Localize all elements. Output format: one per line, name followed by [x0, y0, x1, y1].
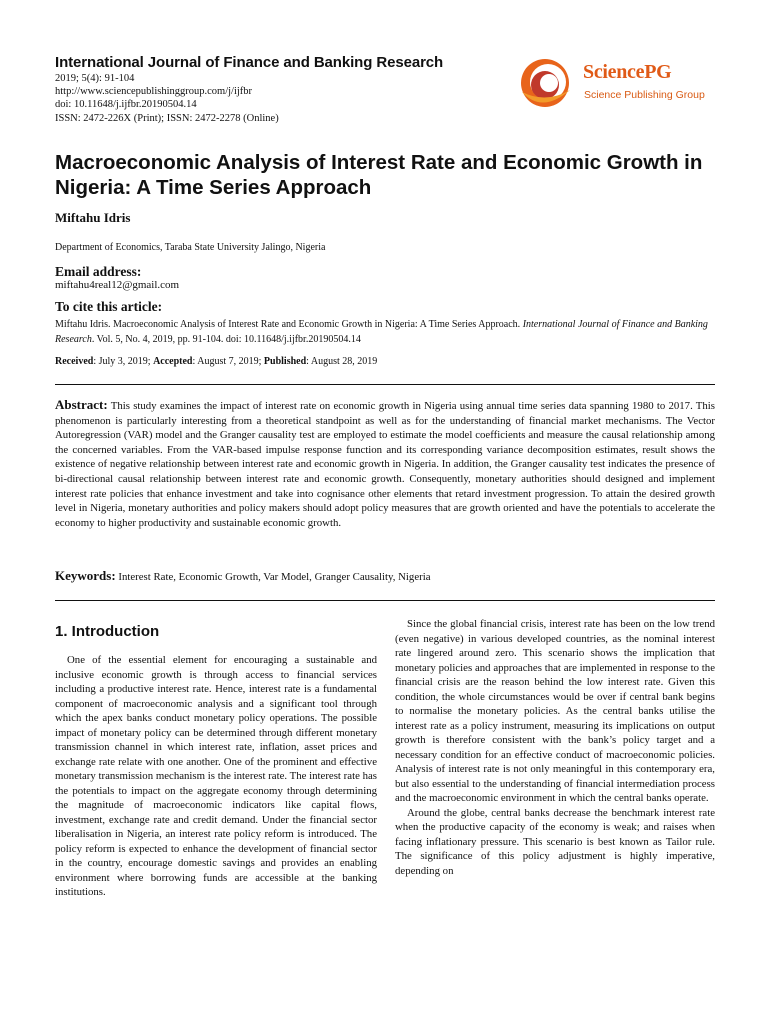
keywords-heading: Keywords: — [55, 568, 116, 583]
citation-heading: To cite this article: — [55, 299, 163, 314]
article-dates — [55, 356, 377, 367]
abstract-heading: Abstract: — [55, 397, 108, 412]
paragraph: One of the essential element for encouraging a sustainable and inclusive economic growth is through access to financial services including a productive interest rate. Hence, interest rate is a fundamental component of macroeconomic analysis and a significant tool through which the apex banks conduct monetary policy operations. The possible impact of monetary policy can be determined through different monetary transmission channel in which interest rate, inflation, asset prices and exchange rate relate with one another. One of the prominent and effective monetary transmission mechanism is the interest rate. The interest rate has the potentials to impact on the aggregate economy through determining the magnitude of macroeconomic indicators like capital flows, investment, exchange rate and credit demand. Under the financial sector liberalisation in Nigeria, an interest rate policy reform is introduced. The policy reform is expected to enhance the development of financial sector in the country, encourage domestic savings and provides an enabling environment where borrowing funds are accessible at the banking institutions. — [55, 654, 377, 898]
email-heading: Email address: — [55, 264, 142, 279]
received-value: : July 3, 2019; — [93, 356, 154, 367]
logo-name: SciencePG — [583, 61, 672, 83]
citation-journal: International Journal of Finance and Banking Research — [55, 319, 708, 345]
published-value: : August 28, 2019 — [306, 356, 378, 367]
divider-top — [55, 384, 715, 385]
publication-info — [55, 72, 279, 125]
citation-end: . Vol. 5, No. 4, 2019, pp. 91-104. doi: 10.11648/j.ijfbr.20190504.14 — [91, 334, 361, 345]
citation-plain: Miftahu Idris. Macroeconomic Analysis of Interest Rate and Economic Growth in Nigeria: A Time Series Approach. — [55, 319, 523, 330]
paper-title: Macroeconomic Analysis of Interest Rate and Economic Growth in Nigeria: A Time Series Approach — [55, 151, 703, 199]
abstract-text: This study examines the impact of interest rate on economic growth in Nigeria using annual time series data spanning 1980 to 2017. This phenomenon is particularly interesting from a theoretical standpoint as well as for the understanding of financial market mechanisms. The Vector Autoregression (VAR) model and the Granger causality test are employed to estimate the model coefficients and measure the causal relationship among the concerned variables. From the VAR-based impulse response function and its corresponding variance decomposition estimates, result shows the existence of negative relationship between interest rate and economic growth in Nigeria. In addition, the Granger causality test indicates the presence of bi-directional causal relationship between interest rate and economic growth. Consequently, monetary authorities should designed and implement interest rate policies that enhance investment and take into cognisance other elements that retard investment progression. To attain the desired growth level in Nigeria, monetary authorities and policy makers should adopt policy measures that are growth oriented and have the potentials to accelerate the economy to higher productivity and sustainable economic growth. — [55, 400, 715, 529]
doi-line: doi: 10.11648/j.ijfbr.20190504.14 — [55, 99, 197, 111]
published-label: Published — [263, 356, 307, 367]
accepted-label: Accepted — [153, 356, 193, 367]
paragraph: Around the globe, central banks decrease the benchmark interest rate when the productive capacity of the economy is weak; and raises when facing inflationary pressure. This scenario is best known as Tailor rule. The significance of this policy adjustment is highly imperative, depending on — [395, 806, 715, 877]
logo-subtitle: Science Publishing Group — [584, 89, 705, 101]
abstract — [55, 398, 715, 530]
author-affiliation: Department of Economics, Taraba State University Jalingo, Nigeria — [55, 242, 326, 253]
author-name: Miftahu Idris — [55, 210, 131, 225]
journal-title: International Journal of Finance and Banking Research — [55, 54, 444, 71]
received-label: Received — [55, 356, 94, 367]
keywords — [55, 568, 715, 584]
left-column — [55, 653, 377, 900]
logo-swirl-icon — [521, 59, 570, 107]
accepted-value: : August 7, 2019; — [192, 356, 264, 367]
paragraph: Since the global financial crisis, interest rate has been on the low trend (even negative) in various developed countries, as the nominal interest rate lingered around zero. This scenario shows the implication that monetary policies and approaches that are implemented in response to the financial crisis are the reason behind the low interest rate. Given this condition, the whole circumstances would be over if central bank begins to normalise the monetary policies. As the central banks utilise the interest rate as a policy instrument, measuring its implications on output growth is therefore consistent with the bank’s policy target and a necessary condition for an effective conduct of macroeconomic policies. Analysis of interest rate is not only meaningful in this contemporary era, but also essential to the understanding of financial intermediation process and the macroeconomic environment in which the central banks operate. — [395, 618, 715, 804]
issn-line: ISSN: 2472-226X (Print); ISSN: 2472-2278 (Online) — [55, 112, 279, 124]
journal-url[interactable]: http://www.sciencepublishinggroup.com/j/ijfbr — [55, 86, 253, 98]
divider-bottom — [55, 600, 715, 601]
volume-line: 2019; 5(4): 91-104 — [55, 73, 135, 84]
keywords-text: Interest Rate, Economic Growth, Var Model, Granger Causality, Nigeria — [118, 571, 431, 583]
right-column — [395, 617, 715, 878]
email-address[interactable]: miftahu4real12@gmail.com — [55, 279, 180, 291]
section-heading-introduction: 1. Introduction — [55, 623, 160, 640]
citation-text — [55, 317, 715, 347]
